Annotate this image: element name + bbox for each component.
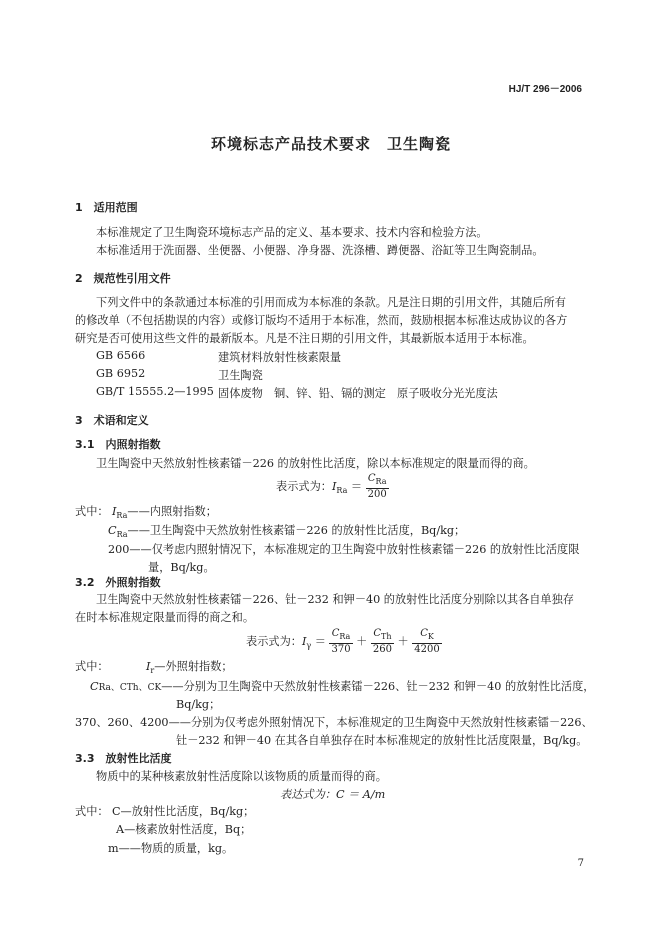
definition-limits: [75, 714, 593, 730]
definition-external-index: [146, 658, 233, 675]
definition-limits-cont: 钍－232 和钾－40 在其各自单独存在时本标准规定的放射性比活度限量，Bq/kg。: [176, 734, 588, 747]
section-3-2-paragraph-line-2: 在时本标准规定限量而得的商之和。: [75, 611, 255, 624]
section-3-2-heading: 3.2 外照射指数: [75, 576, 161, 589]
definition-internal-index: [112, 503, 217, 520]
symbol: C: [90, 680, 99, 693]
symbol-subscript: r: [150, 666, 155, 676]
section-1-paragraph-1: 本标准规定了卫生陶瓷环境标志产品的定义、基本要求、技术内容和检验方法。: [96, 226, 488, 239]
page-number: 7: [577, 858, 584, 869]
page-title: 环境标志产品技术要求 卫生陶瓷: [210, 135, 451, 153]
definition-a: A—核素放射性活度，Bq；: [116, 823, 252, 836]
fraction-numerator: C: [367, 473, 376, 484]
section-3-3-heading: 3.3 放射性比活度: [75, 752, 172, 765]
reference-code: GB/T 15555.2—1995: [96, 385, 214, 398]
section-3-1-heading: 3.1 内照射指数: [75, 438, 161, 451]
formula-fraction-ra: $\frac{C_{Ra}}{370}$: [331, 628, 351, 655]
definition-ra-activity: [108, 522, 465, 539]
symbol: 370、260、4200: [75, 716, 169, 729]
symbol-list: Ra、CTh、CK: [98, 683, 162, 693]
where-label: 式中：: [75, 505, 109, 518]
where-label: 式中：: [75, 660, 109, 673]
formula-fraction: [366, 473, 389, 501]
definition-text: ——分别为仅考虑外照射情况下，本标准规定的卫生陶瓷中天然放射性核素镭－226、: [168, 716, 593, 729]
reference-title: 建筑材料放射性核素限量: [218, 351, 342, 364]
section-1-paragraph-2: 本标准适用于洗面器、坐便器、小便器、净身器、洗涤槽、蹲便器、浴缸等卫生陶瓷制品。: [96, 244, 544, 257]
formula-fraction-k: $\frac{C_K}{4200}$: [414, 628, 440, 655]
reference-code: GB 6952: [96, 367, 146, 380]
symbol: I: [112, 505, 117, 518]
formula-lhs: I: [331, 480, 337, 493]
symbol: 200: [108, 543, 130, 556]
section-3-2-paragraph-line-1: 卫生陶瓷中天然放射性核素镭－226、钍－232 和钾－40 的放射性比活度分别除以其各自单独存: [96, 593, 574, 606]
definition-text: ——仅考虑内照射情况下，本标准规定的卫生陶瓷中放射性核素镭－226 的放射性比活度限: [129, 543, 580, 556]
definition-200-limit-cont: 量，Bq/kg。: [148, 561, 215, 574]
fraction-numerator-subscript: Ra: [375, 477, 387, 486]
definition-m: m——物质的质量，kg。: [108, 842, 234, 855]
symbol: I: [146, 660, 151, 673]
section-1-heading: 1 适用范围: [75, 201, 138, 214]
formula-specific-activity: 表达式为：C ＝ A/m: [280, 788, 386, 801]
symbol: C: [108, 524, 117, 537]
definition-c: C—放射性比活度，Bq/kg；: [112, 805, 255, 818]
reference-title: 卫生陶瓷: [218, 369, 263, 382]
section-2-paragraph-line-3: 研究是否可使用这些文件的最新版本。凡是不注日期的引用文件，其最新版本适用于本标准。: [75, 332, 534, 345]
section-3-3-paragraph: 物质中的某种核素放射性活度除以该物质的质量而得的商。: [96, 770, 387, 783]
definition-text: —外照射指数；: [154, 660, 233, 673]
definition-activities: [90, 678, 594, 694]
section-2-paragraph-line-1: 下列文件中的条款通过本标准的引用而成为本标准的条款。凡是注日期的引用文件，其随后所有: [96, 296, 566, 309]
section-3-1-paragraph: 卫生陶瓷中天然放射性核素镭－226 的放射性比活度，除以本标准规定的限量而得的商。: [96, 457, 535, 470]
formula-lhs: I: [301, 635, 307, 648]
fraction-denominator: 200: [367, 489, 387, 500]
formula-lhs-subscript: γ: [306, 641, 312, 651]
section-3-heading: 3 术语和定义: [75, 414, 149, 427]
definition-200-limit: [108, 541, 579, 557]
formula-label: 表示式为：: [246, 635, 302, 648]
formula-label: 表示式为：: [276, 480, 332, 493]
formula-external-exposure: 表示式为：$I_\gamma$ ＝ $\frac{C_{Ra}}{370}$ ＋ $\frac{C_{Th}}{260}$ ＋ $\frac{C_K}{4200}$: [246, 628, 440, 655]
section-2-paragraph-line-2: 的修改单（不包括勘误的内容）或修订版均不适用于本标准，然而，鼓励根据本标准达成协议的各方: [75, 314, 568, 327]
definition-text: ——卫生陶瓷中天然放射性核素镭－226 的放射性比活度，Bq/kg；: [127, 524, 466, 537]
definition-text: ——分别为卫生陶瓷中天然放射性核素镭－226、钍－232 和钾－40 的放射性比活度，: [161, 680, 595, 693]
definition-text: ——内照射指数；: [127, 505, 217, 518]
definition-activities-cont: Bq/kg；: [176, 698, 221, 711]
reference-code: GB 6566: [96, 349, 146, 362]
section-2-heading: 2 规范性引用文件: [75, 272, 171, 285]
formula-fraction-th: $\frac{C_{Th}}{260}$: [372, 628, 392, 655]
reference-title: 固体废物 铜、锌、铅、镉的测定 原子吸收分光光度法: [218, 387, 498, 400]
where-label: 式中：: [75, 805, 109, 818]
symbol-subscript: Ra: [116, 530, 128, 540]
standard-number: HJ/T 296－2006: [508, 84, 582, 95]
formula-internal-exposure: 表示式为：$I_{Ra}$ ＝ $\frac{C_{Ra}}{200}$: [276, 473, 387, 500]
symbol-subscript: Ra: [116, 511, 128, 521]
formula-lhs-subscript: Ra: [336, 486, 348, 496]
